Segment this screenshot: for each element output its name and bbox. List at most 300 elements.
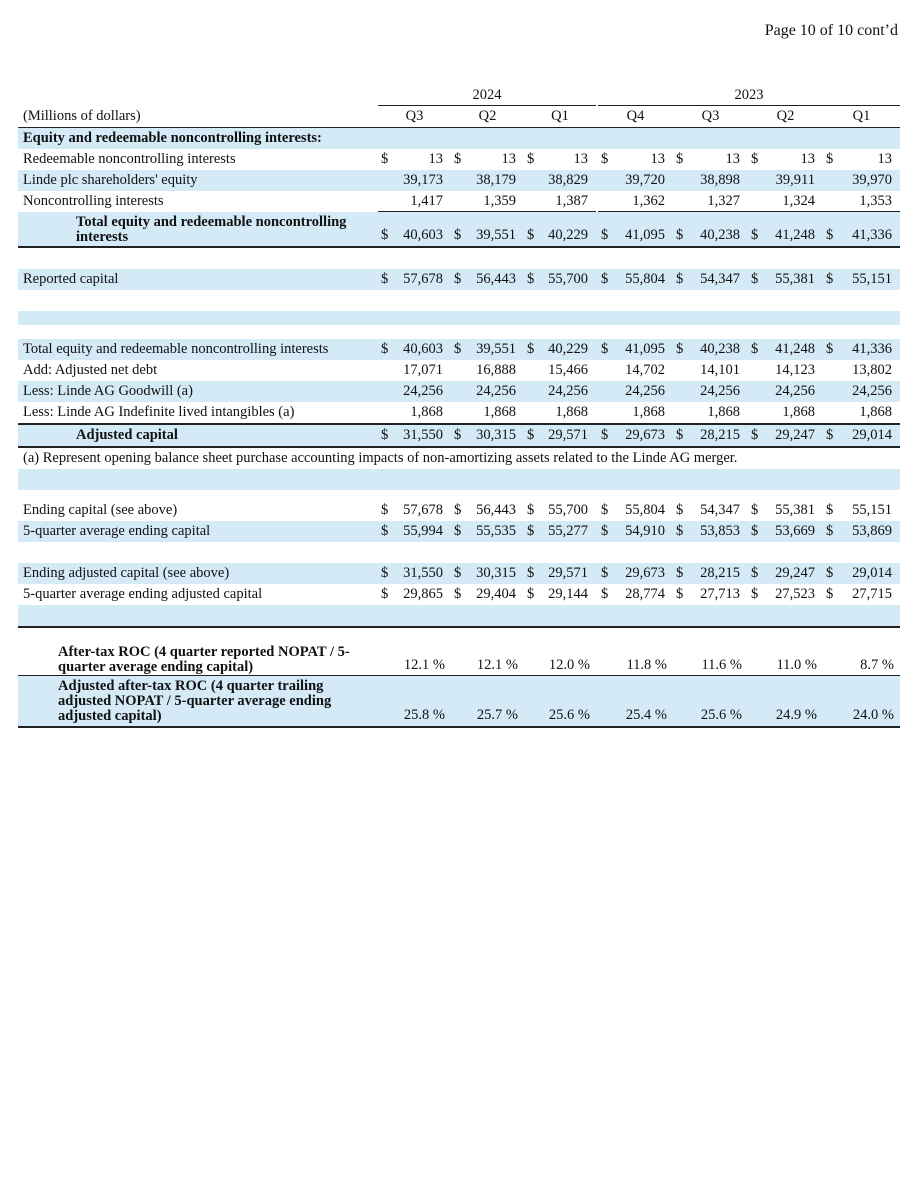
cell-value: 29,247 <box>775 427 815 443</box>
cell-value: 41,248 <box>775 227 815 243</box>
cell-value: 29,144 <box>548 586 588 602</box>
quarter-label: Q1 <box>551 108 569 124</box>
value-cell <box>598 170 673 191</box>
quarter-label: Q3 <box>405 108 424 124</box>
value-cell <box>748 500 823 521</box>
cell-value: 29,014 <box>852 565 892 581</box>
total-equity-row <box>18 212 900 248</box>
year-label: 2023 <box>734 87 764 103</box>
units-label: (Millions of dollars) <box>23 108 141 124</box>
value-cell <box>748 584 823 605</box>
value-cell <box>598 521 673 542</box>
cell-value: 25.6 % <box>548 707 590 723</box>
quarter-label: Q3 <box>701 108 720 124</box>
cell-value: 56,443 <box>476 271 516 287</box>
spacer-row <box>18 290 900 311</box>
value-cell <box>451 381 524 402</box>
cell-value: 14,101 <box>700 362 740 378</box>
dollar-sign: $ <box>676 341 684 357</box>
cell-value: 55,535 <box>476 523 516 539</box>
row-label: Ending capital (see above) <box>23 502 178 518</box>
cell-value: 31,550 <box>403 565 443 581</box>
cell-value: 12.0 % <box>548 657 590 673</box>
cell-value: 40,603 <box>403 341 443 357</box>
year-label: 2024 <box>472 87 502 103</box>
dollar-sign: $ <box>527 427 535 443</box>
row-label: Ending adjusted capital (see above) <box>23 565 230 581</box>
value-cell <box>748 212 823 246</box>
cell-value: 38,829 <box>548 172 588 188</box>
cell-value: 29,673 <box>625 565 665 581</box>
value-cell <box>524 425 596 446</box>
dollar-sign: $ <box>527 227 535 243</box>
value-cell <box>748 191 823 212</box>
cell-value: 1,359 <box>483 193 516 209</box>
year-header-row <box>18 85 900 106</box>
value-cell <box>378 360 451 381</box>
cell-value: 11.6 % <box>701 657 742 673</box>
value-cell <box>748 149 823 170</box>
cell-value: 40,238 <box>700 227 740 243</box>
value-cell <box>378 381 451 402</box>
dollar-sign: $ <box>751 565 759 581</box>
dollar-sign: $ <box>751 151 759 167</box>
value-cell <box>524 584 596 605</box>
value-cell <box>378 339 451 360</box>
value-cell <box>823 425 900 446</box>
cell-value: 13 <box>725 151 740 167</box>
cell-value: 27,713 <box>700 586 740 602</box>
spacer-row <box>18 325 900 339</box>
cell-value: 8.7 % <box>860 657 894 673</box>
value-cell <box>378 642 451 676</box>
cell-value: 1,417 <box>410 193 443 209</box>
dollar-sign: $ <box>826 341 834 357</box>
cell-value: 54,347 <box>700 502 740 518</box>
value-cell <box>823 521 900 542</box>
row-label: Total equity and redeemable noncontrolling interests <box>76 214 347 245</box>
value-cell <box>451 425 524 446</box>
value-cell <box>451 676 524 726</box>
table-row <box>18 170 900 191</box>
value-cell <box>524 642 596 676</box>
dollar-sign: $ <box>454 227 462 243</box>
footnote: (a) Represent opening balance sheet purchase accounting impacts of non-amortizing assets related to the Linde AG merger. <box>23 450 738 466</box>
cell-value: 25.4 % <box>625 707 667 723</box>
cell-value: 41,095 <box>625 227 665 243</box>
cell-value: 17,071 <box>403 362 443 378</box>
value-cell <box>378 402 451 423</box>
dollar-sign: $ <box>826 523 834 539</box>
cell-value: 1,868 <box>782 404 815 420</box>
dollar-sign: $ <box>601 427 609 443</box>
quarter-label: Q1 <box>852 108 871 124</box>
cell-value: 38,179 <box>476 172 516 188</box>
cell-value: 55,277 <box>548 523 588 539</box>
dollar-sign: $ <box>527 565 535 581</box>
cell-value: 40,229 <box>548 341 588 357</box>
dollar-sign: $ <box>601 227 609 243</box>
cell-value: 24,256 <box>548 383 588 399</box>
value-cell <box>748 360 823 381</box>
value-cell <box>673 563 748 584</box>
cell-value: 29,247 <box>775 565 815 581</box>
table-row <box>18 339 900 360</box>
table-row <box>18 521 900 542</box>
dollar-sign: $ <box>381 271 389 287</box>
dollar-sign: $ <box>454 565 462 581</box>
value-cell <box>524 339 596 360</box>
cell-value: 24,256 <box>700 383 740 399</box>
cell-value: 41,336 <box>852 341 892 357</box>
roc-row <box>18 676 900 728</box>
table-row <box>18 500 900 521</box>
value-cell <box>378 521 451 542</box>
value-cell <box>748 521 823 542</box>
dollar-sign: $ <box>381 151 389 167</box>
cell-value: 11.0 % <box>776 657 817 673</box>
table-row <box>18 360 900 381</box>
cell-value: 56,443 <box>476 502 516 518</box>
cell-value: 54,347 <box>700 271 740 287</box>
cell-value: 1,868 <box>632 404 665 420</box>
cell-value: 28,774 <box>625 586 665 602</box>
value-cell <box>524 402 596 423</box>
cell-value: 24,256 <box>852 383 892 399</box>
row-label: Linde plc shareholders' equity <box>23 172 198 188</box>
cell-value: 53,853 <box>700 523 740 539</box>
cell-value: 13,802 <box>852 362 892 378</box>
cell-value: 28,215 <box>700 427 740 443</box>
cell-value: 1,387 <box>555 193 588 209</box>
dollar-sign: $ <box>381 586 389 602</box>
cell-value: 57,678 <box>403 502 443 518</box>
spacer-row <box>18 542 900 563</box>
roc-row <box>18 642 900 676</box>
cell-value: 14,702 <box>625 362 665 378</box>
table-row <box>18 584 900 605</box>
cell-value: 13 <box>573 151 588 167</box>
value-cell <box>673 212 748 246</box>
cell-value: 55,994 <box>403 523 443 539</box>
cell-value: 1,868 <box>707 404 740 420</box>
value-cell <box>748 269 823 290</box>
cell-value: 29,865 <box>403 586 443 602</box>
cell-value: 28,215 <box>700 565 740 581</box>
cell-value: 39,551 <box>476 227 516 243</box>
cell-value: 1,353 <box>859 193 892 209</box>
value-cell <box>598 360 673 381</box>
value-cell <box>673 339 748 360</box>
dollar-sign: $ <box>454 271 462 287</box>
dollar-sign: $ <box>527 341 535 357</box>
dollar-sign: $ <box>601 151 609 167</box>
value-cell <box>378 676 451 726</box>
cell-value: 24.9 % <box>775 707 817 723</box>
value-cell <box>823 402 900 423</box>
value-cell <box>748 381 823 402</box>
cell-value: 24,256 <box>403 383 443 399</box>
cell-value: 39,173 <box>403 172 443 188</box>
dollar-sign: $ <box>676 565 684 581</box>
cell-value: 41,248 <box>775 341 815 357</box>
cell-value: 24,256 <box>476 383 516 399</box>
value-cell <box>598 642 673 676</box>
cell-value: 27,523 <box>775 586 815 602</box>
value-cell <box>598 402 673 423</box>
value-cell <box>823 584 900 605</box>
dollar-sign: $ <box>381 341 389 357</box>
value-cell <box>524 269 596 290</box>
value-cell <box>598 425 673 446</box>
cell-value: 29,673 <box>625 427 665 443</box>
dollar-sign: $ <box>527 151 535 167</box>
dollar-sign: $ <box>826 502 834 518</box>
cell-value: 12.1 % <box>403 657 445 673</box>
cell-value: 25.7 % <box>476 707 518 723</box>
cell-value: 1,324 <box>782 193 815 209</box>
footnote-row <box>18 448 900 469</box>
value-cell <box>673 676 748 726</box>
cell-value: 25.8 % <box>403 707 445 723</box>
value-cell <box>598 676 673 726</box>
value-cell <box>524 360 596 381</box>
dollar-sign: $ <box>826 565 834 581</box>
value-cell <box>524 563 596 584</box>
cell-value: 41,095 <box>625 341 665 357</box>
value-cell <box>378 170 451 191</box>
page-header: Page 10 of 10 cont’d <box>764 22 898 39</box>
dollar-sign: $ <box>676 523 684 539</box>
value-cell <box>378 425 451 446</box>
dollar-sign: $ <box>381 227 389 243</box>
spacer-row <box>18 628 900 642</box>
value-cell <box>823 563 900 584</box>
row-label: Less: Linde AG Goodwill (a) <box>23 383 193 399</box>
value-cell <box>451 500 524 521</box>
value-cell <box>823 500 900 521</box>
dollar-sign: $ <box>601 523 609 539</box>
value-cell <box>748 563 823 584</box>
dollar-sign: $ <box>454 523 462 539</box>
dollar-sign: $ <box>454 341 462 357</box>
value-cell <box>823 269 900 290</box>
cell-value: 55,381 <box>775 271 815 287</box>
value-cell <box>598 149 673 170</box>
row-label: Adjusted after-tax ROC (4 quarter trailing adjusted NOPAT / 5-quarter average ending adjusted capital) <box>58 678 332 724</box>
table-row <box>18 191 900 212</box>
cell-value: 1,868 <box>555 404 588 420</box>
cell-value: 40,229 <box>548 227 588 243</box>
cell-value: 24,256 <box>775 383 815 399</box>
value-cell <box>823 170 900 191</box>
dollar-sign: $ <box>601 341 609 357</box>
value-cell <box>673 521 748 542</box>
table-row <box>18 149 900 170</box>
value-cell <box>748 425 823 446</box>
cell-value: 1,868 <box>859 404 892 420</box>
dollar-sign: $ <box>676 271 684 287</box>
value-cell <box>598 500 673 521</box>
value-cell <box>598 191 673 212</box>
cell-value: 1,327 <box>707 193 740 209</box>
cell-value: 55,804 <box>625 502 665 518</box>
dollar-sign: $ <box>527 523 535 539</box>
adjusted-capital-row <box>18 425 900 448</box>
spacer-row <box>18 605 900 628</box>
value-cell <box>524 521 596 542</box>
value-cell <box>451 642 524 676</box>
dollar-sign: $ <box>601 565 609 581</box>
value-cell <box>748 642 823 676</box>
cell-value: 55,804 <box>625 271 665 287</box>
dollar-sign: $ <box>527 502 535 518</box>
value-cell <box>823 381 900 402</box>
cell-value: 25.6 % <box>700 707 742 723</box>
dollar-sign: $ <box>826 227 834 243</box>
cell-value: 55,151 <box>852 271 892 287</box>
dollar-sign: $ <box>601 271 609 287</box>
dollar-sign: $ <box>826 151 834 167</box>
value-cell <box>378 584 451 605</box>
value-cell <box>673 425 748 446</box>
value-cell <box>598 381 673 402</box>
cell-value: 29,404 <box>476 586 516 602</box>
row-label: Adjusted capital <box>76 427 178 443</box>
cell-value: 40,238 <box>700 341 740 357</box>
cell-value: 13 <box>428 151 443 167</box>
value-cell <box>451 170 524 191</box>
cell-value: 39,911 <box>775 172 815 188</box>
value-cell <box>673 500 748 521</box>
cell-value: 30,315 <box>476 565 516 581</box>
cell-value: 1,868 <box>483 404 516 420</box>
value-cell <box>451 339 524 360</box>
value-cell <box>524 381 596 402</box>
value-cell <box>378 500 451 521</box>
cell-value: 39,970 <box>852 172 892 188</box>
value-cell <box>378 212 451 246</box>
cell-value: 55,700 <box>548 502 588 518</box>
value-cell <box>748 402 823 423</box>
cell-value: 14,123 <box>775 362 815 378</box>
value-cell <box>673 191 748 212</box>
dollar-sign: $ <box>826 271 834 287</box>
value-cell <box>451 212 524 246</box>
value-cell <box>451 584 524 605</box>
value-cell <box>673 381 748 402</box>
quarter-label: Q4 <box>626 108 645 124</box>
spacer-row <box>18 311 900 325</box>
cell-value: 30,315 <box>476 427 516 443</box>
row-label: Redeemable noncontrolling interests <box>23 151 236 167</box>
dollar-sign: $ <box>676 586 684 602</box>
dollar-sign: $ <box>381 565 389 581</box>
value-cell <box>451 269 524 290</box>
value-cell <box>378 149 451 170</box>
quarter-label: Q2 <box>776 108 795 124</box>
value-cell <box>598 584 673 605</box>
row-label: Reported capital <box>23 271 119 287</box>
dollar-sign: $ <box>751 523 759 539</box>
table-row <box>18 563 900 584</box>
cell-value: 54,910 <box>625 523 665 539</box>
value-cell <box>673 402 748 423</box>
value-cell <box>673 149 748 170</box>
value-cell <box>378 269 451 290</box>
dollar-sign: $ <box>381 523 389 539</box>
dollar-sign: $ <box>454 427 462 443</box>
value-cell <box>823 339 900 360</box>
dollar-sign: $ <box>601 502 609 518</box>
dollar-sign: $ <box>751 427 759 443</box>
cell-value: 53,669 <box>775 523 815 539</box>
capital-table <box>18 85 900 728</box>
value-cell <box>598 339 673 360</box>
cell-value: 55,700 <box>548 271 588 287</box>
cell-value: 12.1 % <box>476 657 518 673</box>
dollar-sign: $ <box>676 151 684 167</box>
quarter-label: Q2 <box>478 108 497 124</box>
value-cell <box>598 563 673 584</box>
cell-value: 16,888 <box>476 362 516 378</box>
value-cell <box>451 563 524 584</box>
dollar-sign: $ <box>454 586 462 602</box>
value-cell <box>451 191 524 212</box>
cell-value: 1,362 <box>632 193 665 209</box>
dollar-sign: $ <box>454 151 462 167</box>
cell-value: 13 <box>800 151 815 167</box>
value-cell <box>823 642 900 676</box>
value-cell <box>451 360 524 381</box>
dollar-sign: $ <box>751 341 759 357</box>
value-cell <box>378 563 451 584</box>
value-cell <box>673 269 748 290</box>
cell-value: 39,720 <box>625 172 665 188</box>
dollar-sign: $ <box>751 586 759 602</box>
dollar-sign: $ <box>751 227 759 243</box>
value-cell <box>524 212 596 246</box>
value-cell <box>673 642 748 676</box>
spacer-row <box>18 469 900 490</box>
spacer-row <box>18 490 900 500</box>
dollar-sign: $ <box>751 271 759 287</box>
value-cell <box>378 191 451 212</box>
row-label: Noncontrolling interests <box>23 193 164 209</box>
dollar-sign: $ <box>381 502 389 518</box>
cell-value: 15,466 <box>548 362 588 378</box>
row-label: Add: Adjusted net debt <box>23 362 158 378</box>
table-row <box>18 402 900 425</box>
cell-value: 57,678 <box>403 271 443 287</box>
value-cell <box>524 191 596 212</box>
dollar-sign: $ <box>751 502 759 518</box>
section-title-row <box>18 128 900 149</box>
value-cell <box>823 149 900 170</box>
value-cell <box>451 149 524 170</box>
cell-value: 13 <box>877 151 892 167</box>
cell-value: 13 <box>501 151 516 167</box>
reported-capital-row <box>18 269 900 290</box>
cell-value: 29,571 <box>548 565 588 581</box>
cell-value: 24.0 % <box>852 707 894 723</box>
table-row <box>18 381 900 402</box>
dollar-sign: $ <box>676 502 684 518</box>
cell-value: 38,898 <box>700 172 740 188</box>
value-cell <box>524 500 596 521</box>
dollar-sign: $ <box>826 586 834 602</box>
row-label: Total equity and redeemable noncontrolling interests <box>23 341 329 357</box>
